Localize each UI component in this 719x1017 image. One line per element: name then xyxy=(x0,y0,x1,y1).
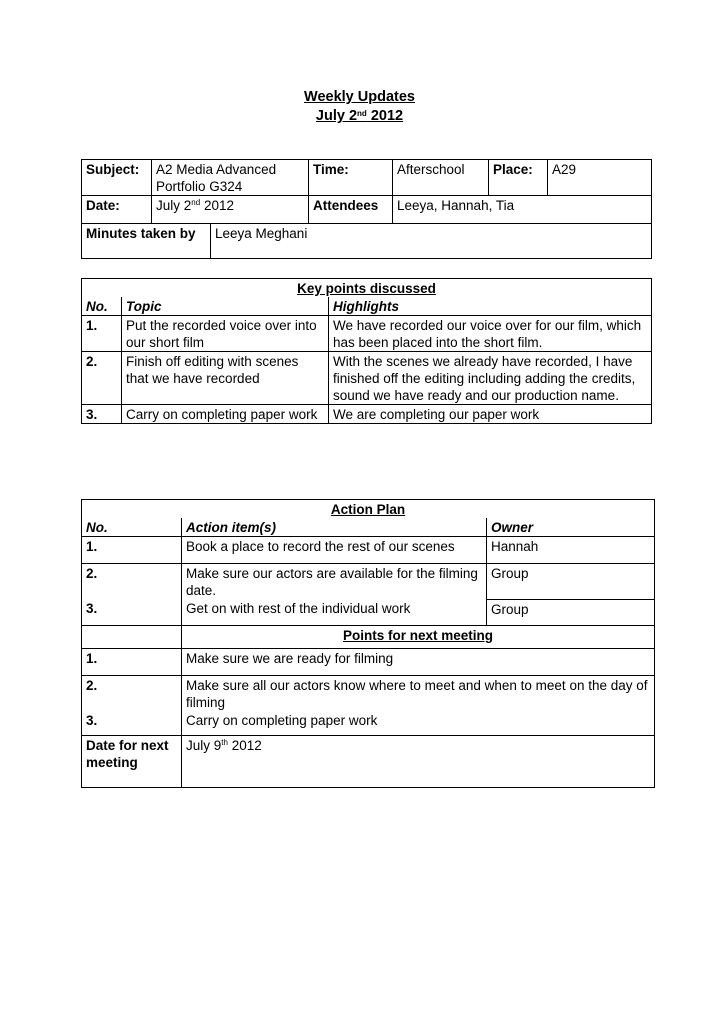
key-points-col-highlights: Highlights xyxy=(329,297,652,316)
key-point-no: 3. xyxy=(82,405,122,424)
title-date-year: 2012 xyxy=(366,108,404,124)
key-point-topic: Put the recorded voice over into our short film xyxy=(122,316,329,352)
subject-value: A2 Media Advanced Portfolio G324 xyxy=(152,160,309,196)
subject-label: Subject: xyxy=(82,160,152,196)
key-point-highlights: We are completing our paper work xyxy=(329,405,652,424)
next-point-item: Make sure all our actors know where to meet and when to meet on the day of filming xyxy=(182,675,655,711)
table-row xyxy=(82,675,655,711)
action-owner: Group xyxy=(487,599,655,625)
action-plan-col-owner: Owner xyxy=(487,518,655,537)
table-row xyxy=(82,537,655,564)
action-plan-col-item: Action item(s) xyxy=(182,518,487,537)
minutes-label: Minutes taken by xyxy=(82,224,211,259)
date-value-text: July 2 xyxy=(156,198,192,213)
next-meeting-date-year: 2012 xyxy=(227,738,262,753)
next-points-header xyxy=(182,625,655,648)
place-value: A29 xyxy=(548,160,652,196)
table-row xyxy=(82,405,652,424)
document-title xyxy=(0,88,719,126)
next-meeting-date xyxy=(182,736,655,788)
time-label: Time: xyxy=(309,160,393,196)
key-point-topic: Finish off editing with scenes that we have recorded xyxy=(122,352,329,405)
next-meeting-date-suffix: th xyxy=(221,738,228,747)
key-points-table xyxy=(81,278,652,424)
table-row xyxy=(82,316,652,352)
title-date-text: July 2 xyxy=(315,108,358,124)
key-point-highlights: With the scenes we already have recorded, I have finished off the editing including adding the credits, sound we have ready and our production name. xyxy=(329,352,652,405)
action-owner: Group xyxy=(487,564,655,600)
key-points-header xyxy=(82,279,652,298)
next-point-no: 2. xyxy=(82,675,182,711)
action-item: Make sure our actors are available for the filming date. xyxy=(182,564,487,600)
attendees-value: Leeya, Hannah, Tia xyxy=(393,196,652,224)
date-value xyxy=(152,196,309,224)
action-no: 3. xyxy=(82,599,182,625)
next-meeting-date-text: July 9 xyxy=(186,738,222,753)
minutes-table xyxy=(81,223,652,259)
key-points-col-no: No. xyxy=(82,297,122,316)
action-plan-header xyxy=(82,500,655,519)
action-item: Book a place to record the rest of our scenes xyxy=(182,537,487,564)
next-points-spacer xyxy=(82,625,182,648)
next-point-item: Carry on completing paper work xyxy=(182,711,655,736)
key-point-highlights: We have recorded our voice over for our film, which has been placed into the short film. xyxy=(329,316,652,352)
table-row xyxy=(82,599,655,625)
action-item: Get on with rest of the individual work xyxy=(182,599,487,625)
key-point-topic: Carry on completing paper work xyxy=(122,405,329,424)
minutes-value: Leeya Meghani xyxy=(211,224,652,259)
date-value-year: 2012 xyxy=(200,198,234,213)
table-row xyxy=(82,564,655,600)
title-line-1: Weekly Updates xyxy=(304,89,415,105)
action-plan-col-no: No. xyxy=(82,518,182,537)
date-value-suffix: nd xyxy=(191,198,201,207)
time-value: Afterschool xyxy=(393,160,489,196)
action-no: 1. xyxy=(82,537,182,564)
next-point-item: Make sure we are ready for filming xyxy=(182,648,655,675)
key-point-no: 1. xyxy=(82,316,122,352)
action-plan-table xyxy=(81,499,655,788)
next-point-no: 1. xyxy=(82,648,182,675)
table-row xyxy=(82,352,652,405)
action-owner: Hannah xyxy=(487,537,655,564)
action-plan-header-text: Action Plan xyxy=(330,502,406,517)
next-points-header-text: Points for next meeting xyxy=(342,627,494,643)
place-label: Place: xyxy=(489,160,548,196)
table-row xyxy=(82,648,655,675)
table-row xyxy=(82,711,655,736)
key-points-header-text: Key points discussed xyxy=(297,281,436,296)
meeting-info-table xyxy=(81,159,652,224)
attendees-label: Attendees xyxy=(309,196,393,224)
next-point-no: 3. xyxy=(82,711,182,736)
date-label: Date: xyxy=(82,196,152,224)
key-points-col-topic: Topic xyxy=(122,297,329,316)
title-date-suffix: nd xyxy=(357,109,367,118)
key-point-no: 2. xyxy=(82,352,122,405)
next-meeting-label: Date for next meeting xyxy=(82,736,182,788)
action-no: 2. xyxy=(82,564,182,600)
title-line-2 xyxy=(0,107,719,126)
